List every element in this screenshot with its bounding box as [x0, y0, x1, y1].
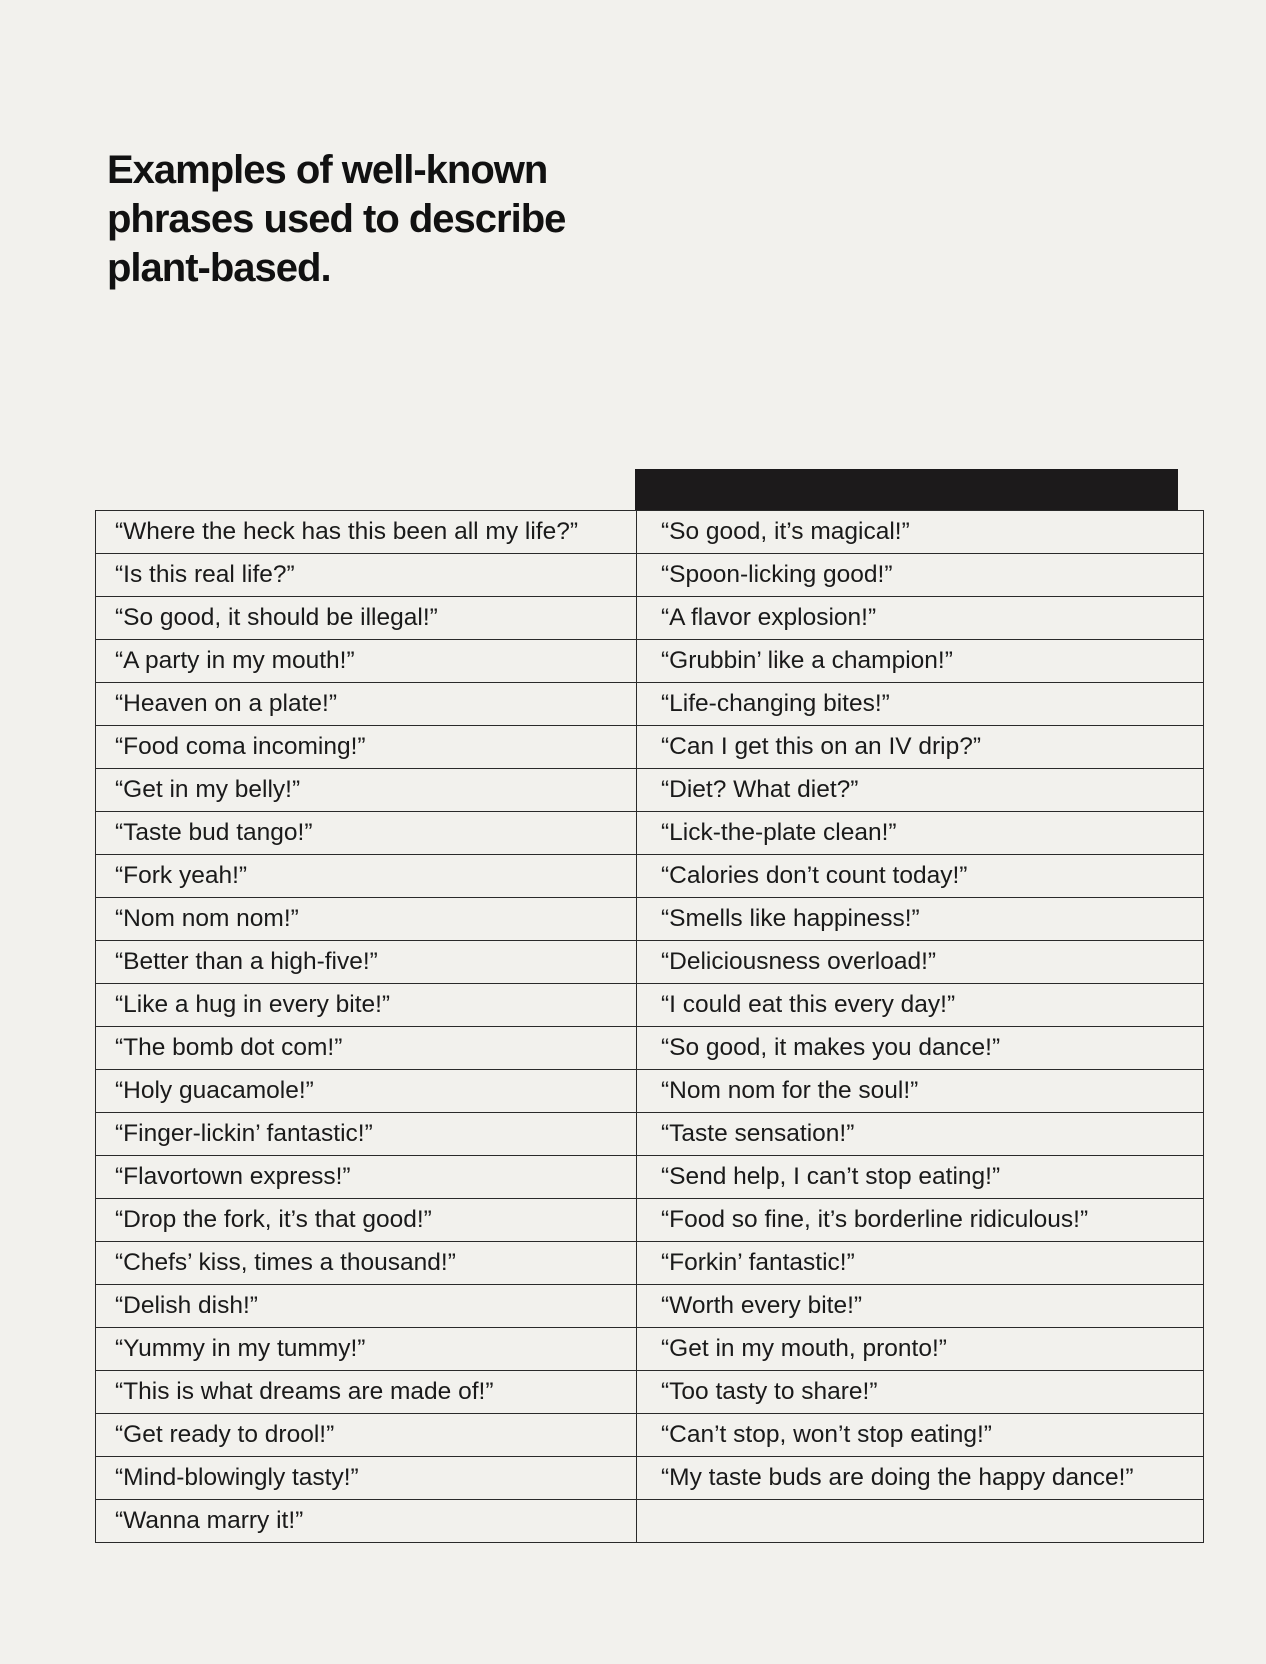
phrase-cell-right: “Diet? What diet?” — [637, 769, 1204, 812]
phrase-cell-left: “Get in my belly!” — [96, 769, 637, 812]
phrase-cell-left: “Wanna marry it!” — [96, 1500, 637, 1543]
phrase-cell-right: “A flavor explosion!” — [637, 597, 1204, 640]
phrase-cell-right: “So good, it makes you dance!” — [637, 1027, 1204, 1070]
phrase-cell-left: “This is what dreams are made of!” — [96, 1371, 637, 1414]
phrase-cell-left: “Is this real life?” — [96, 554, 637, 597]
table-row — [96, 1500, 1204, 1543]
table-row — [96, 1328, 1204, 1371]
table-row — [96, 554, 1204, 597]
phrase-cell-left: “Drop the fork, it’s that good!” — [96, 1199, 637, 1242]
phrase-cell-left: “Like a hug in every bite!” — [96, 984, 637, 1027]
table-row — [96, 597, 1204, 640]
phrase-cell-right: “So good, it’s magical!” — [637, 511, 1204, 554]
table-row — [96, 1242, 1204, 1285]
table-row — [96, 1285, 1204, 1328]
table-row — [96, 1199, 1204, 1242]
phrase-cell-left: “A party in my mouth!” — [96, 640, 637, 683]
table-row — [96, 812, 1204, 855]
table-row — [96, 1371, 1204, 1414]
table-row — [96, 726, 1204, 769]
phrase-cell-left: “Where the heck has this been all my life?” — [96, 511, 637, 554]
phrase-cell-right: “Life-changing bites!” — [637, 683, 1204, 726]
table-row — [96, 1457, 1204, 1500]
phrase-cell-right — [637, 1500, 1204, 1543]
table-row — [96, 1070, 1204, 1113]
table-row — [96, 941, 1204, 984]
phrase-cell-left: “Delish dish!” — [96, 1285, 637, 1328]
phrase-cell-left: “Fork yeah!” — [96, 855, 637, 898]
phrase-cell-left: “Get ready to drool!” — [96, 1414, 637, 1457]
table-row — [96, 855, 1204, 898]
phrase-cell-left: “Finger-lickin’ fantastic!” — [96, 1113, 637, 1156]
phrase-cell-left: “Taste bud tango!” — [96, 812, 637, 855]
table-row — [96, 1027, 1204, 1070]
phrase-cell-left: “Food coma incoming!” — [96, 726, 637, 769]
phrase-cell-right: “Nom nom for the soul!” — [637, 1070, 1204, 1113]
phrase-cell-left: “Yummy in my tummy!” — [96, 1328, 637, 1371]
phrase-cell-left: “Flavortown express!” — [96, 1156, 637, 1199]
table-row — [96, 1414, 1204, 1457]
phrase-cell-right: “Forkin’ fantastic!” — [637, 1242, 1204, 1285]
phrase-cell-right: “Spoon-licking good!” — [637, 554, 1204, 597]
phrase-table-body — [96, 511, 1204, 1543]
page-title: Examples of well-known phrases used to describe plant-based. — [107, 148, 566, 290]
table-row — [96, 683, 1204, 726]
phrase-cell-left: “Holy guacamole!” — [96, 1070, 637, 1113]
table-row — [96, 1113, 1204, 1156]
phrase-cell-right: “Lick-the-plate clean!” — [637, 812, 1204, 855]
table-row — [96, 984, 1204, 1027]
phrase-cell-right: “Smells like happiness!” — [637, 898, 1204, 941]
phrase-cell-right: “Food so fine, it’s borderline ridiculous!” — [637, 1199, 1204, 1242]
phrase-cell-right: “Can’t stop, won’t stop eating!” — [637, 1414, 1204, 1457]
phrase-cell-right: “Deliciousness overload!” — [637, 941, 1204, 984]
phrase-cell-right: “My taste buds are doing the happy dance!” — [637, 1457, 1204, 1500]
table-row — [96, 640, 1204, 683]
table-row — [96, 1156, 1204, 1199]
phrase-cell-left: “Mind-blowingly tasty!” — [96, 1457, 637, 1500]
phrase-cell-left: “Heaven on a plate!” — [96, 683, 637, 726]
phrase-cell-right: “Too tasty to share!” — [637, 1371, 1204, 1414]
phrase-cell-right: “Taste sensation!” — [637, 1113, 1204, 1156]
phrase-cell-right: “Send help, I can’t stop eating!” — [637, 1156, 1204, 1199]
phrase-cell-right: “Worth every bite!” — [637, 1285, 1204, 1328]
phrase-table — [95, 510, 1204, 1543]
phrase-cell-right: “Get in my mouth, pronto!” — [637, 1328, 1204, 1371]
phrase-cell-left: “The bomb dot com!” — [96, 1027, 637, 1070]
table-row — [96, 898, 1204, 941]
phrase-cell-left: “Chefs’ kiss, times a thousand!” — [96, 1242, 637, 1285]
phrase-cell-right: “I could eat this every day!” — [637, 984, 1204, 1027]
table-row — [96, 769, 1204, 812]
phrase-cell-right: “Grubbin’ like a champion!” — [637, 640, 1204, 683]
column-header-bar — [635, 469, 1178, 510]
phrase-cell-left: “So good, it should be illegal!” — [96, 597, 637, 640]
phrase-cell-right: “Can I get this on an IV drip?” — [637, 726, 1204, 769]
phrase-cell-left: “Better than a high-five!” — [96, 941, 637, 984]
table-row — [96, 511, 1204, 554]
phrase-cell-right: “Calories don’t count today!” — [637, 855, 1204, 898]
phrase-cell-left: “Nom nom nom!” — [96, 898, 637, 941]
